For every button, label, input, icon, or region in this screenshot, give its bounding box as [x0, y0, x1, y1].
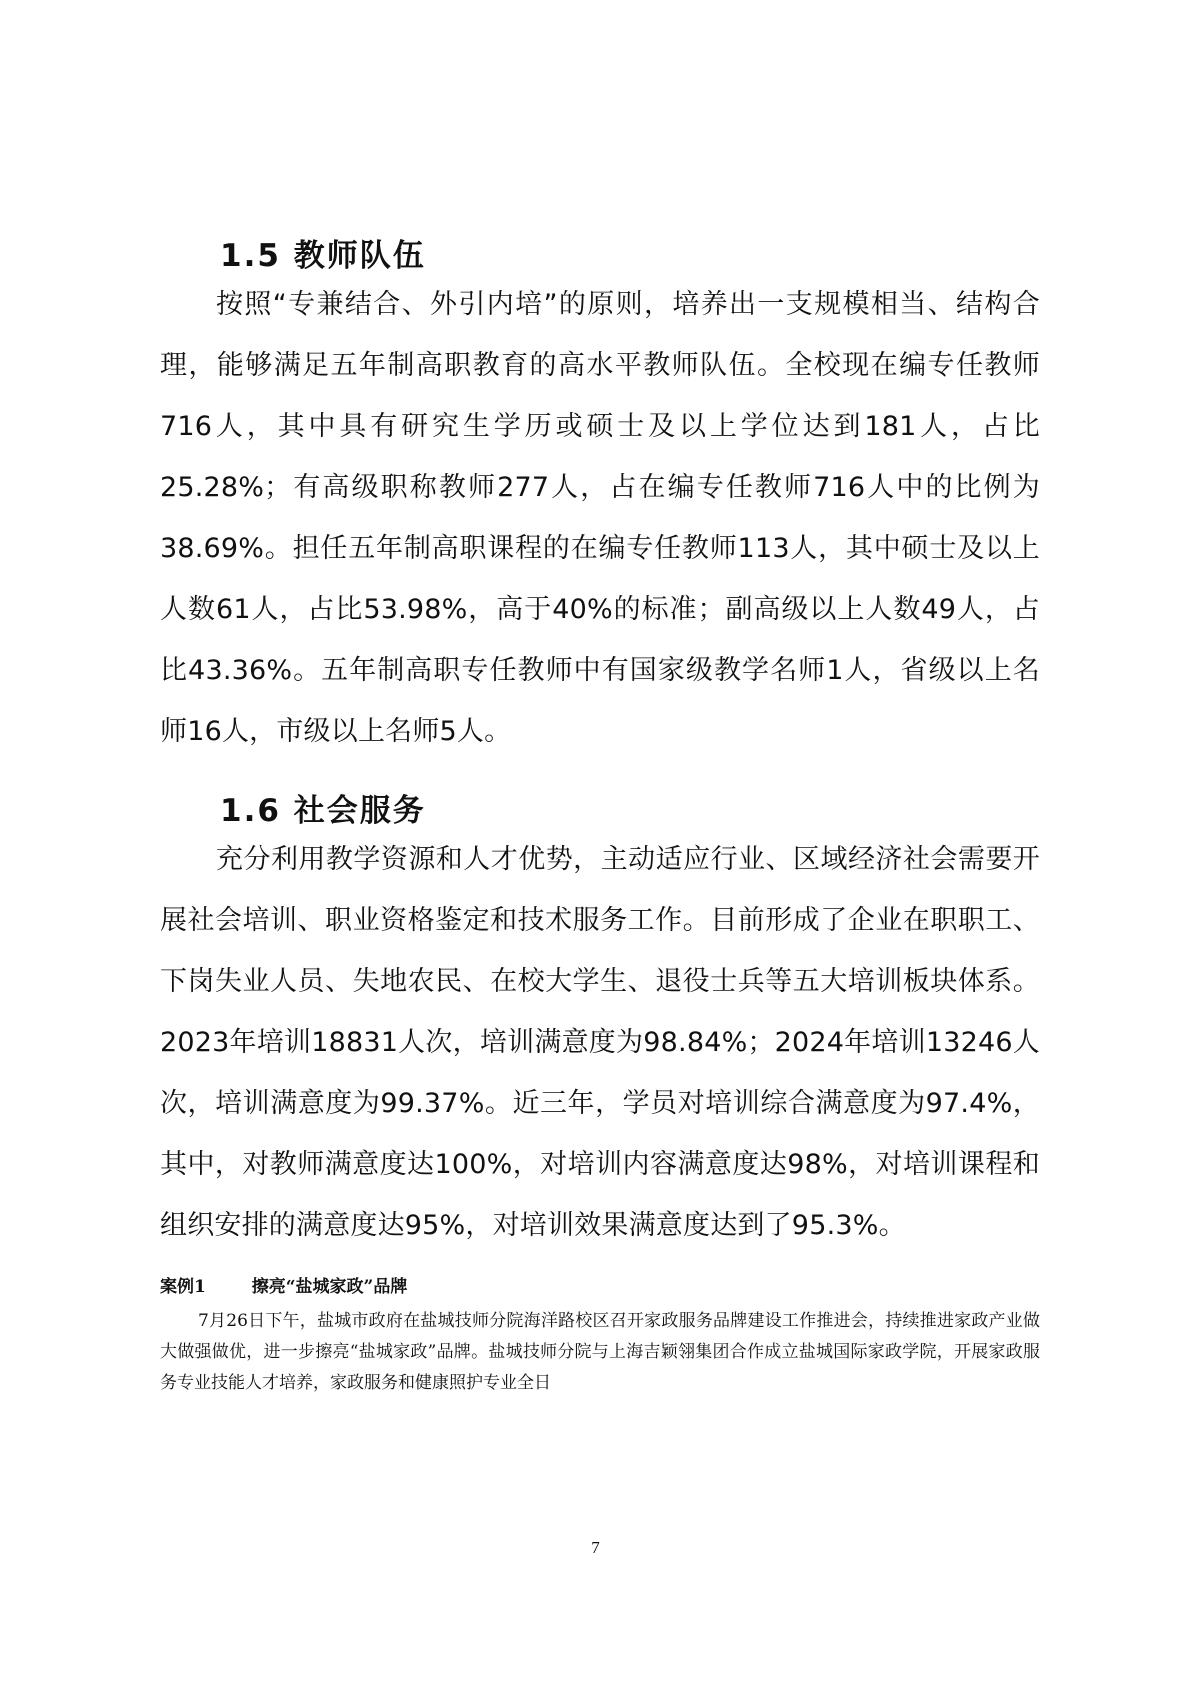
section-paragraph-teachers: 按照“专兼结合、外引内培”的原则，培养出一支规模相当、结构合理，能够满足五年制高职教育的高水平教师队伍。全校现在编专任教师716人，其中具有研究生学历或硕士及以上学位达到181人，占比25.28%；有高级职称教师277人，占在编专任教师716人中的比例为38.69%。担任五年制高职课程的在编专任教师113人，其中硕士及以上人数61人，占比53.98%，高于40%的标准；副高级以上人数49人，占比43.36%。五年制高职专任教师中有国家级教学名师1人，省级以上名师16人，市级以上名师5人。	[160, 289, 1040, 747]
section-heading-teachers: 1.5 教师队伍	[220, 238, 426, 274]
case-label: 案例1	[160, 1277, 206, 1297]
section-paragraph-social-service: 充分利用教学资源和人才优势，主动适应行业、区域经济社会需要开展社会培训、职业资格鉴定和技术服务工作。目前形成了企业在职职工、下岗失业人员、失地农民、在校大学生、退役士兵等五大培训板块体系。2023年培训18831人次，培训满意度为98.84%；2024年培训13246人次，培训满意度为99.37%。近三年，学员对培训综合满意度为97.4%，其中，对教师满意度达100%，对培训内容满意度达98%，对培训课程和组织安排的满意度达95%，对培训效果满意度达到了95.3%。	[160, 844, 1040, 1241]
case-title-text: 擦亮“盐城家政”品牌	[251, 1277, 408, 1297]
page-number: 7	[591, 1538, 600, 1557]
section-heading-social-service: 1.6 社会服务	[220, 793, 426, 829]
case-title	[160, 1272, 407, 1297]
case-body: 7月26日下午，盐城市政府在盐城技师分院海洋路校区召开家政服务品牌建设工作推进会，持续推进家政产业做大做强做优，进一步擦亮“盐城家政”品牌。盐城技师分院与上海吉颖翎集团合作成立盐城国际家政学院，开展家政服务专业技能人才培养，家政服务和健康照护专业全日	[160, 1311, 1040, 1393]
